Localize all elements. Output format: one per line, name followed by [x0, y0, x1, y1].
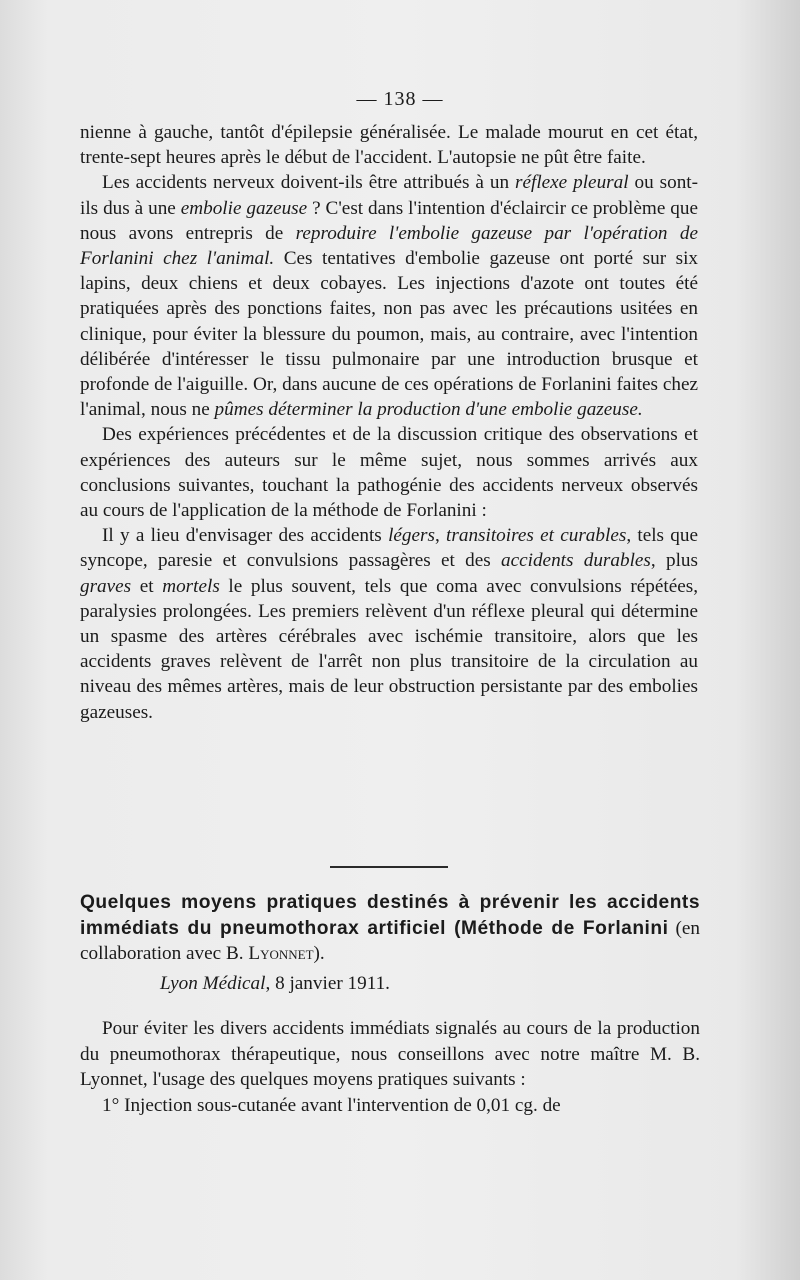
p2-text-a: Les accidents nerveux doivent-ils être attribués à un — [102, 172, 515, 194]
section-divider — [330, 866, 448, 868]
p2-text-g: Ces tentatives d'embolie gazeuse ont porté sur six lapins, deux chiens et deux cobayes. Les injections d'azote ont toutes été pratiquées après des ponctions faites, non pas avec les précautions usitées en clinique, pour éviter la blessure du poumon, mais, au contraire, avec l'intention délibérée d'intéresser le tissu pulmonaire par une introduction brusque et profonde de l'aiguille. Or, dans aucune de ces opérations de Forlanini faites chez l'animal, nous ne — [80, 248, 699, 421]
source-date: , 8 janvier 1911. — [265, 972, 390, 994]
section — [80, 890, 700, 1118]
paragraph-5 — [80, 1016, 700, 1093]
paragraph-3 — [80, 422, 698, 523]
section-collab-name: Lyonnet — [248, 943, 314, 964]
p3-text: Des expériences précédentes et de la discussion critique des observations et expériences des auteurs sur le même sujet, nous sommes arrivés aux conclusions suivantes, touchant la pathogénie des accidents nerveux observés au cours de l'application de la méthode de Forlanini : — [80, 424, 698, 522]
p4-italic-durables: accidents durables — [501, 550, 651, 572]
p4-italic-mortels: mortels — [162, 575, 220, 597]
p4-italic-legers: légers — [388, 525, 435, 547]
section-source — [80, 971, 700, 997]
p2-italic-reproduire: reproduire l'embolie gazeuse par l'opération de Forlanini chez l'animal. — [80, 222, 698, 270]
p4-italic-graves: graves — [80, 575, 132, 597]
paragraph-6 — [80, 1093, 700, 1119]
p4-text-c: , — [434, 525, 447, 547]
p2-text-e: ? C'est dans l'intention d'éclaircir ce problème que nous avons entrepris de — [80, 197, 698, 244]
p2-italic-pumes: pûmes déterminer la production d'une embolie gazeuse. — [214, 399, 643, 421]
p2-italic-reflexe: réflexe pleural — [515, 172, 629, 194]
section-collab-b: ). — [313, 943, 325, 964]
section-heading — [80, 890, 700, 967]
p4-text-e: , tels que syncope, paresie et convulsions passagères et des — [80, 525, 699, 572]
paragraph-1-text: nienne à gauche, tantôt d'épilepsie généralisée. Le malade mourut en cet état, trente-sept heures après le début de l'accident. L'autopsie ne pût être faite. — [80, 122, 698, 169]
p4-text-k: le plus souvent, tels que coma avec convulsions répétées, paralysies prolongées. Les premiers relèvent d'un réflexe pleural qui détermine un spasme des artères cérébrales avec ischémie transitoire, alors que les accidents graves relèvent de l'arrêt non plus transitoire de la circulation au niveau des mêmes artères, mais de leur obstruction persistante par des embolies gazeuses. — [80, 575, 698, 723]
section-title: Quelques moyens pratiques destinés à prévenir les accidents immédiats du pneumothorax artificiel (Méthode de Forlanini — [80, 892, 700, 939]
page-number: — 138 — — [356, 88, 444, 110]
paragraph-2 — [80, 170, 698, 422]
p2-text-c: ou sont-ils dus à une — [80, 172, 699, 219]
p4-italic-transitoires: transitoires et curables — [446, 525, 627, 547]
p4-text-i: et — [131, 575, 163, 597]
main-text — [80, 120, 698, 725]
p4-text-g: , plus — [650, 550, 698, 572]
p4-text-a: Il y a lieu d'envisager des accidents — [102, 525, 389, 547]
section-collab-a: (en collaboration avec B. — [80, 917, 700, 964]
p5-text: Pour éviter les divers accidents immédiats signalés au cours de la production du pneumothorax thérapeutique, nous conseillons avec notre maître M. B. Lyonnet, l'usage des quelques moyens pratiques suivants : — [80, 1018, 700, 1090]
p6-text: 1° Injection sous-cutanée avant l'intervention de 0,01 cg. de — [102, 1094, 561, 1116]
paragraph-1 — [80, 120, 698, 170]
p2-italic-embolie: embolie gazeuse — [180, 197, 308, 219]
paragraph-4 — [80, 523, 698, 725]
source-journal: Lyon Médical — [160, 972, 266, 994]
